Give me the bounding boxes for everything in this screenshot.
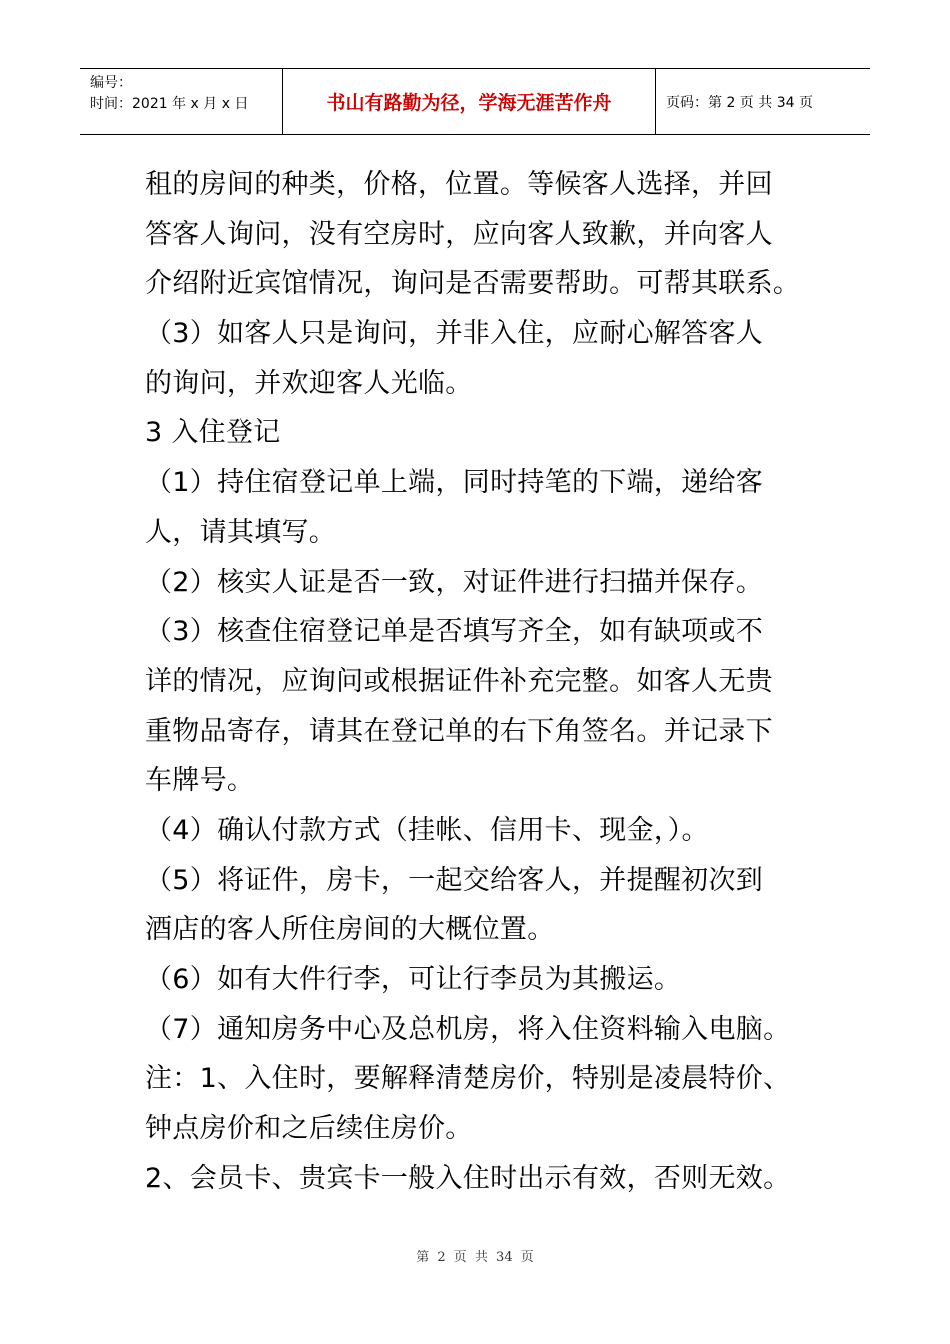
body-line: 的询问，并欢迎客人光临。 [145, 367, 473, 399]
body-line: （5）将证件，房卡，一起交给客人，并提醒初次到 [145, 864, 764, 896]
body-line: （7）通知房务中心及总机房，将入住资料输入电脑。 [145, 1013, 791, 1045]
note-line: 钟点房价和之后续住房价。 [145, 1113, 473, 1145]
body-line: 详的情况，应询问或根据证件补充完整。如客人无贵 [145, 665, 773, 697]
section-heading: 3 入住登记 [145, 417, 281, 449]
document-number-label: 编号： [90, 75, 132, 91]
page-footer: 第 2 页 共 34 页 [416, 1250, 534, 1265]
note-line: 2、会员卡、贵宾卡一般入住时出示有效，否则无效。 [145, 1162, 791, 1194]
body-line: 答客人询问，没有空房时，应向客人致歉，并向客人 [145, 218, 773, 250]
body-line: （2）核实人证是否一致，对证件进行扫描并保存。 [145, 566, 764, 598]
note-line: 注：1、入住时，要解释清楚房价，特别是凌晨特价、 [145, 1063, 791, 1095]
body-line: 酒店的客人所住房间的大概位置。 [145, 914, 555, 946]
header-meta [80, 69, 283, 134]
body-line: （6）如有大件行李，可让行李员为其搬运。 [145, 964, 682, 995]
body-line: 人，请其填写。 [145, 516, 337, 548]
body-line: （3）核查住宿登记单是否填写齐全，如有缺项或不 [145, 616, 764, 648]
body-line: 租的房间的种类，价格，位置。等候客人选择，并回 [145, 169, 773, 200]
document-body [145, 160, 835, 1203]
document-date: 时间：2021 年 x 月 x 日 [90, 96, 249, 112]
body-line: （1）持住宿登记单上端，同时持笔的下端，递给客 [145, 467, 764, 499]
body-line: 介绍附近宾馆情况，询问是否需要帮助。可帮其联系。 [145, 268, 801, 300]
body-line: 重物品寄存，请其在登记单的右下角签名。并记录下 [145, 715, 773, 747]
header-motto: 书山有路勤为径，学海无涯苦作舟 [283, 69, 656, 134]
page-header [80, 68, 870, 135]
header-page-info: 页码：第 2 页 共 34 页 [666, 94, 813, 111]
body-line: （4）确认付款方式（挂帐、信用卡、现金，）。 [145, 814, 709, 846]
body-line: （3）如客人只是询问，并非入住，应耐心解答客人 [145, 318, 764, 350]
body-line: 车牌号。 [145, 765, 255, 797]
